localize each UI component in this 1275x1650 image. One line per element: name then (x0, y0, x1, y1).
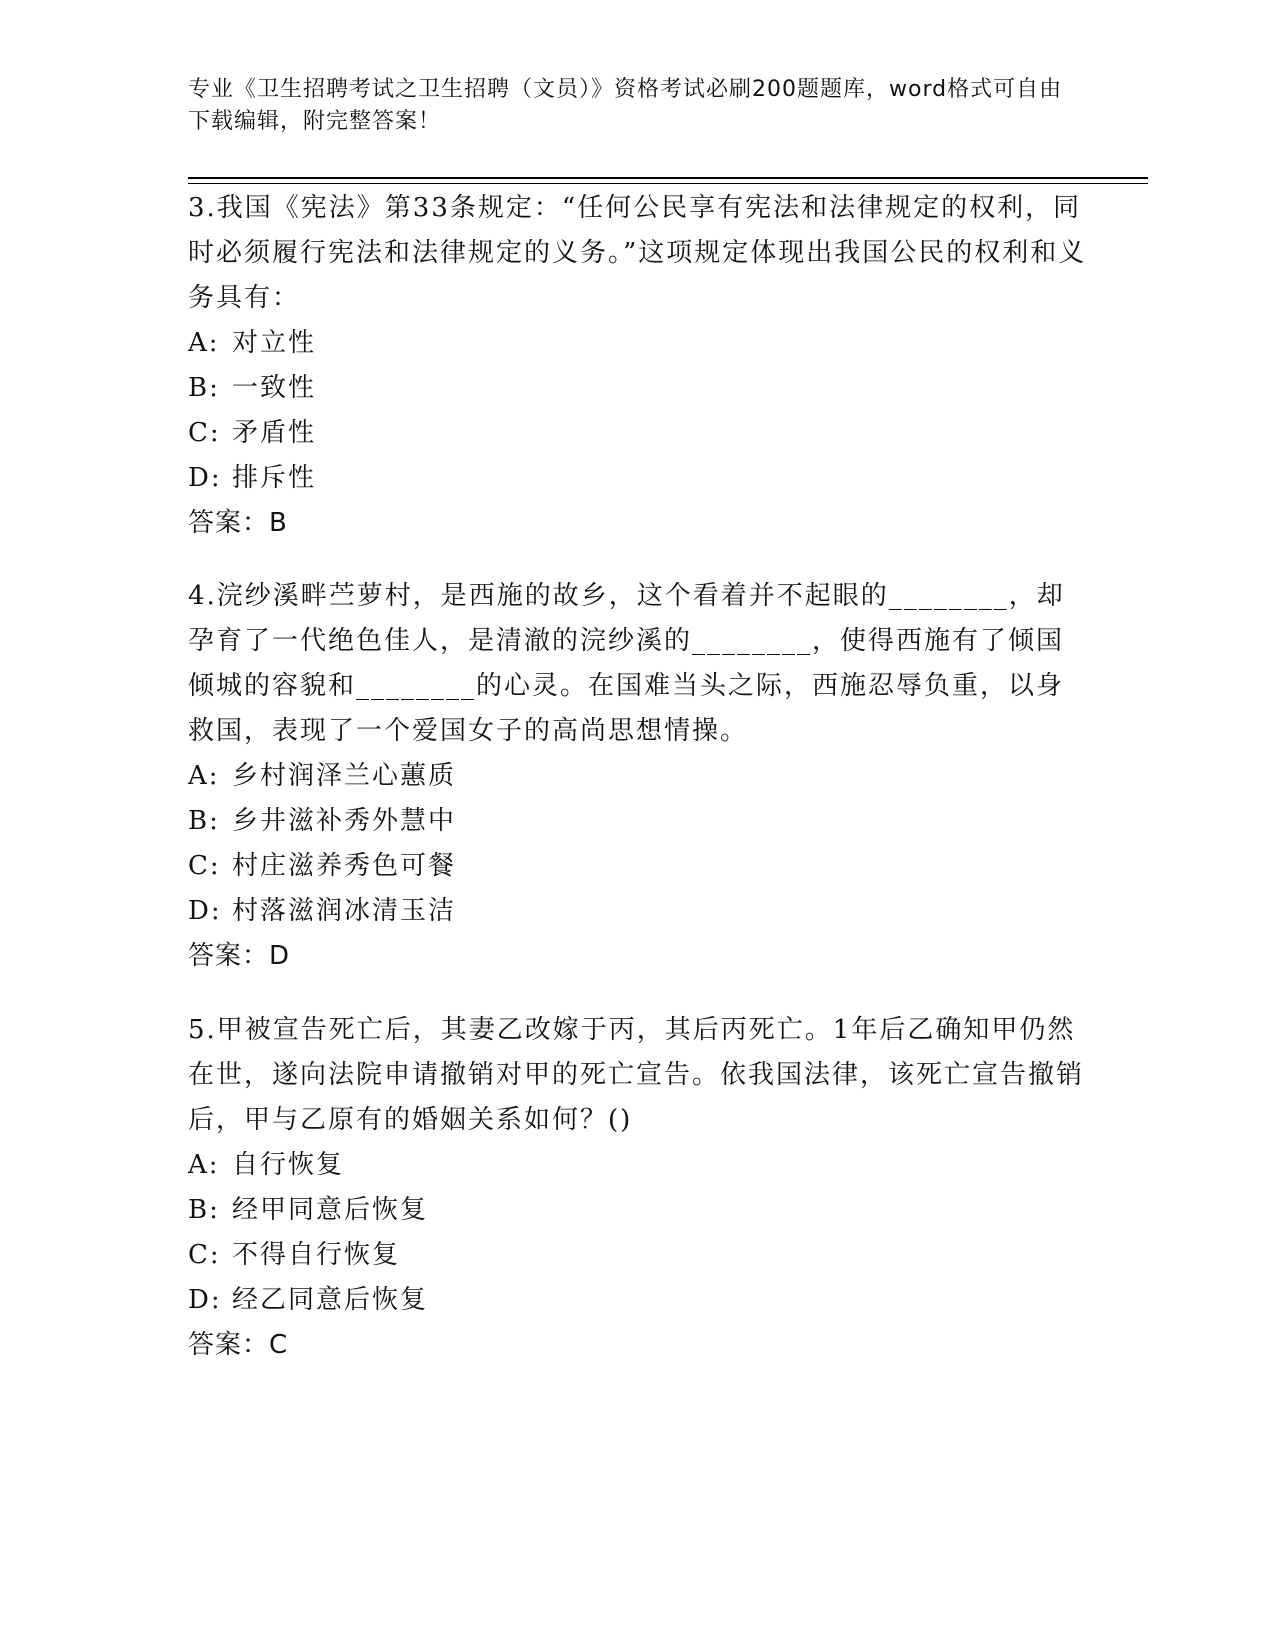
option-letter: A: (188, 761, 220, 791)
document-header: 专业《卫生招聘考试之卫生招聘（文员）》资格考试必刷200题题库，word格式可自由下载编辑，附完整答案！ (188, 77, 1063, 134)
option-b (188, 799, 1088, 844)
option-letter: C: (188, 1240, 221, 1270)
option-c (188, 844, 1088, 889)
option-text: 经乙同意后恢复 (232, 1285, 429, 1315)
option-d (188, 889, 1088, 934)
option-a (188, 754, 1088, 799)
question-stem: 3.我国《宪法》第33条规定：“任何公民享有宪法和法律规定的权利，同时必须履行宪法和法律规定的义务。”这项规定体现出我国公民的权利和义务具有： (188, 193, 1087, 313)
option-letter: A: (188, 1150, 220, 1180)
option-text: 矛盾性 (232, 418, 317, 448)
option-a (188, 321, 1088, 366)
option-b (188, 366, 1088, 411)
question-stem: 5.甲被宣告死亡后，其妻乙改嫁于丙，其后丙死亡。1年后乙确知甲仍然在世，遂向法院申请撤销对甲的死亡宣告。依我国法律，该死亡宣告撤销后，甲与乙原有的婚姻关系如何？() (188, 1015, 1085, 1135)
option-letter: D: (188, 896, 222, 926)
option-text: 乡村润泽兰心蕙质 (232, 761, 457, 791)
header-divider-thick (188, 177, 1148, 179)
answer-line: 答案：D (188, 941, 291, 971)
option-letter: C: (188, 418, 221, 448)
option-text: 经甲同意后恢复 (232, 1195, 429, 1225)
option-letter: A: (188, 328, 220, 358)
question-block-5 (188, 1008, 1088, 1368)
option-c (188, 1233, 1088, 1278)
option-letter: B: (188, 373, 220, 403)
question-block-3 (188, 186, 1088, 546)
option-text: 对立性 (232, 328, 317, 358)
option-letter: D: (188, 1285, 222, 1315)
option-letter: D: (188, 463, 222, 493)
question-stem: 4.浣纱溪畔苎萝村，是西施的故乡，这个看着并不起眼的________，却孕育了一代绝色佳人，是清澈的浣纱溪的________，使得西施有了倾国倾城的容貌和________的心灵。在国难当头之际，西施忍辱负重，以身救国，表现了一个爱国女子的高尚思想情操。 (188, 581, 1065, 746)
option-letter: B: (188, 806, 220, 836)
option-c (188, 411, 1088, 456)
option-letter: C: (188, 851, 221, 881)
answer-line: 答案：C (188, 1330, 289, 1360)
option-a (188, 1143, 1088, 1188)
option-text: 自行恢复 (232, 1150, 345, 1180)
option-letter: B: (188, 1195, 220, 1225)
option-d (188, 1278, 1088, 1323)
option-text: 村落滋润冰清玉洁 (232, 896, 457, 926)
question-block-4 (188, 574, 1088, 979)
header-divider-thin (188, 183, 1148, 184)
answer-line: 答案：B (188, 508, 288, 538)
option-text: 不得自行恢复 (232, 1240, 401, 1270)
option-b (188, 1188, 1088, 1233)
option-text: 乡井滋补秀外慧中 (232, 806, 457, 836)
option-text: 村庄滋养秀色可餐 (232, 851, 457, 881)
option-text: 一致性 (232, 373, 317, 403)
option-text: 排斥性 (232, 463, 317, 493)
option-d (188, 456, 1088, 501)
